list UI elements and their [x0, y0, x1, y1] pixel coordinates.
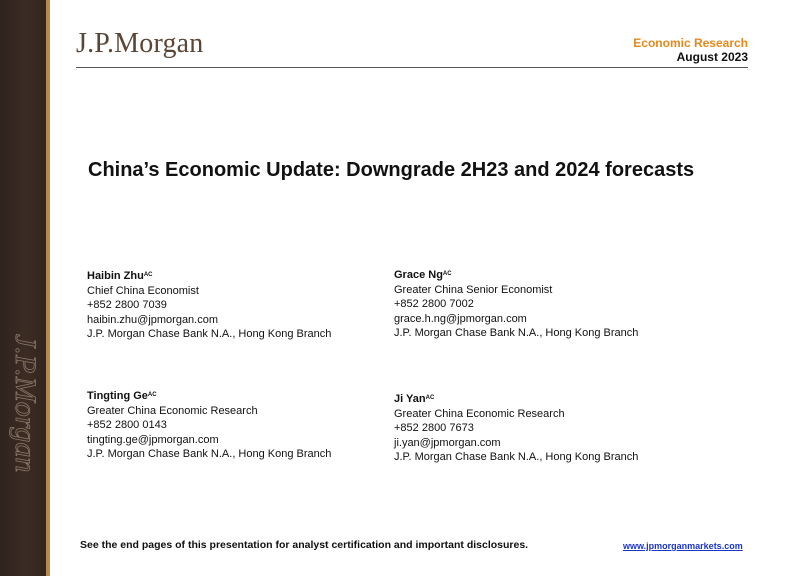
svg-text:J.P.Morgan: J.P.Morgan [9, 334, 42, 473]
author-role: Greater China Senior Economist [394, 283, 553, 296]
author-card [394, 392, 638, 465]
author-card [87, 269, 331, 342]
jpmorgan-logo: J.P.Morgan [76, 28, 204, 59]
author-phone: +852 2800 0143 [87, 419, 167, 431]
author-email[interactable]: grace.h.ng@jpmorgan.com [394, 312, 527, 325]
author-email[interactable]: ji.yan@jpmorgan.com [394, 436, 501, 449]
author-role: Greater China Economic Research [394, 407, 565, 420]
author-email[interactable]: tingting.ge@jpmorgan.com [87, 433, 219, 446]
website-link[interactable]: www.jpmorganmarkets.com [623, 541, 743, 551]
author-role: Chief China Economist [87, 284, 199, 297]
author-org: J.P. Morgan Chase Bank N.A., Hong Kong Branch [394, 451, 639, 463]
author-phone: +852 2800 7673 [394, 422, 474, 434]
author-phone: +852 2800 7039 [87, 299, 167, 311]
author-name: Grace $Ng^{AC}$ [394, 269, 452, 281]
author-phone: +852 2800 7002 [394, 298, 474, 310]
section-label: Economic Research [633, 36, 748, 50]
sidebar-stripe [46, 0, 50, 576]
author-org: J.P. Morgan Chase Bank N.A., Hong Kong Branch [87, 328, 332, 340]
disclosure-note: See the end pages of this presentation for analyst certification and important disclosures. [80, 539, 529, 551]
page-title: China’s Economic Update: Downgrade 2H23 and 2024 forecasts [88, 159, 695, 181]
author-card [394, 268, 638, 341]
header-divider [76, 67, 748, 68]
sidebar-watermark-logo [2, 328, 46, 504]
author-card [87, 389, 331, 462]
author-role: Greater China Economic Research [87, 404, 258, 417]
author-org: J.P. Morgan Chase Bank N.A., Hong Kong Branch [87, 448, 332, 460]
author-name: Haibin Zhu$^{AC}$ [87, 270, 153, 282]
publication-date: August 2023 [676, 50, 748, 64]
author-name: Ji Yan$^{AC}$ [394, 393, 435, 405]
author-email[interactable]: haibin.zhu@jpmorgan.com [87, 313, 219, 326]
author-org: J.P. Morgan Chase Bank N.A., Hong Kong Branch [394, 327, 639, 339]
header-meta [633, 36, 748, 64]
author-name: Tingting $Ge^{AC}$ [87, 390, 157, 402]
